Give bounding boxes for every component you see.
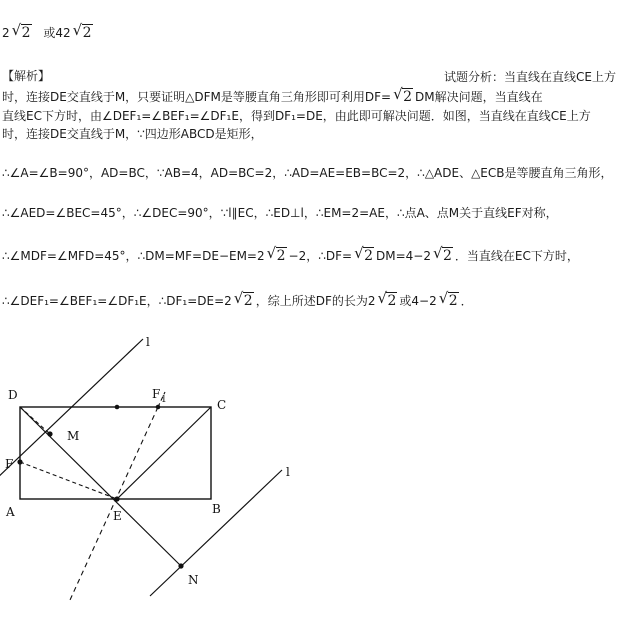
label-n: N xyxy=(188,573,199,587)
rectangle-abcd xyxy=(20,407,211,499)
line-l-lower xyxy=(150,470,282,596)
line-l-upper xyxy=(0,339,143,481)
answer-value-2: 2 xyxy=(63,25,71,40)
analysis-line-6: ∴∠MDF=∠MFD=45°，∴DM=MF=DE−EM=2√ 2 −2，∴DF=√ 2 DM=4−2√ 2 ．当直线在EC下方时， xyxy=(2,247,579,264)
sqrt-symbol: √ 2 xyxy=(433,247,453,264)
analysis-right-note: 试题分析：当直线在直线CE上方 xyxy=(444,70,616,84)
point-mid-dc xyxy=(115,405,120,410)
label-f: F xyxy=(5,457,14,471)
analysis-line-3: 时，连接DE交直线于M，∵四边形ABCD是矩形， xyxy=(2,127,263,141)
answer-line xyxy=(2,24,95,41)
label-a: A xyxy=(6,505,15,519)
label-m: M xyxy=(67,429,80,443)
analysis-line-4: ∴∠A=∠B=90°，AD=BC，∵AB=4，AD=BC=2，∴AD=AE=EB=BC=2，∴△ADE、△ECB是等腰直角三角形， xyxy=(2,166,613,180)
sqrt-symbol: √ 2 xyxy=(377,292,397,309)
label-e: E xyxy=(113,509,122,523)
sqrt-symbol: √ 2 xyxy=(267,247,287,264)
point-m xyxy=(47,431,52,436)
sqrt-symbol: √ 2 xyxy=(393,88,413,105)
geometry-figure xyxy=(0,330,320,630)
label-f1: F xyxy=(152,387,161,401)
answer-or-text: 或4 xyxy=(43,25,64,40)
label-b: B xyxy=(212,502,221,516)
label-d: D xyxy=(8,388,18,402)
label-f1-sub: 1 xyxy=(161,395,167,405)
point-e xyxy=(114,496,119,501)
dashed-f1-extension xyxy=(70,407,158,600)
sqrt-symbol: √ 2 xyxy=(12,24,32,41)
segment-e-c xyxy=(117,407,211,499)
sqrt-symbol: √ 2 xyxy=(234,292,254,309)
point-f xyxy=(17,459,22,464)
sqrt-symbol: √ 2 xyxy=(439,292,459,309)
label-l-right: l xyxy=(286,465,290,479)
point-n xyxy=(178,563,183,568)
dashed-f-e xyxy=(20,462,117,499)
point-f1 xyxy=(156,405,161,410)
analysis-line-7: ∴∠DEF₁=∠BEF₁=∠DF₁E，∴DF₁=DE=2√ 2 ，综上所述DF的长为2√ 2 或4−2√ 2 ． xyxy=(2,292,473,309)
sqrt-symbol: √ 2 xyxy=(354,247,374,264)
answer-value-1: 2 xyxy=(2,25,10,40)
label-c: C xyxy=(217,398,227,412)
analysis-line-2: 直线EC下方时，由∠DEF₁=∠BEF₁=∠DF₁E，得到DF₁=DE，由此即可解决问题．如图，当直线在直线CE上方 xyxy=(2,109,591,123)
analysis-line-5: ∴∠AED=∠BEC=45°，∴∠DEC=90°，∵l∥EC，∴ED⊥l，∴EM=2=AE，∴点A、点M关于直线EF对称， xyxy=(2,206,558,220)
label-l-top: l xyxy=(146,335,150,349)
analysis-line-1: 时，连接DE交直线于M，只要证明△DFM是等腰直角三角形即可利用DF=√ 2 DM解决问题，当直线在 xyxy=(2,88,543,105)
segment-d-n xyxy=(20,407,181,566)
analysis-label: 【解析】 xyxy=(2,69,51,83)
sqrt-symbol: √ 2 xyxy=(73,24,93,41)
